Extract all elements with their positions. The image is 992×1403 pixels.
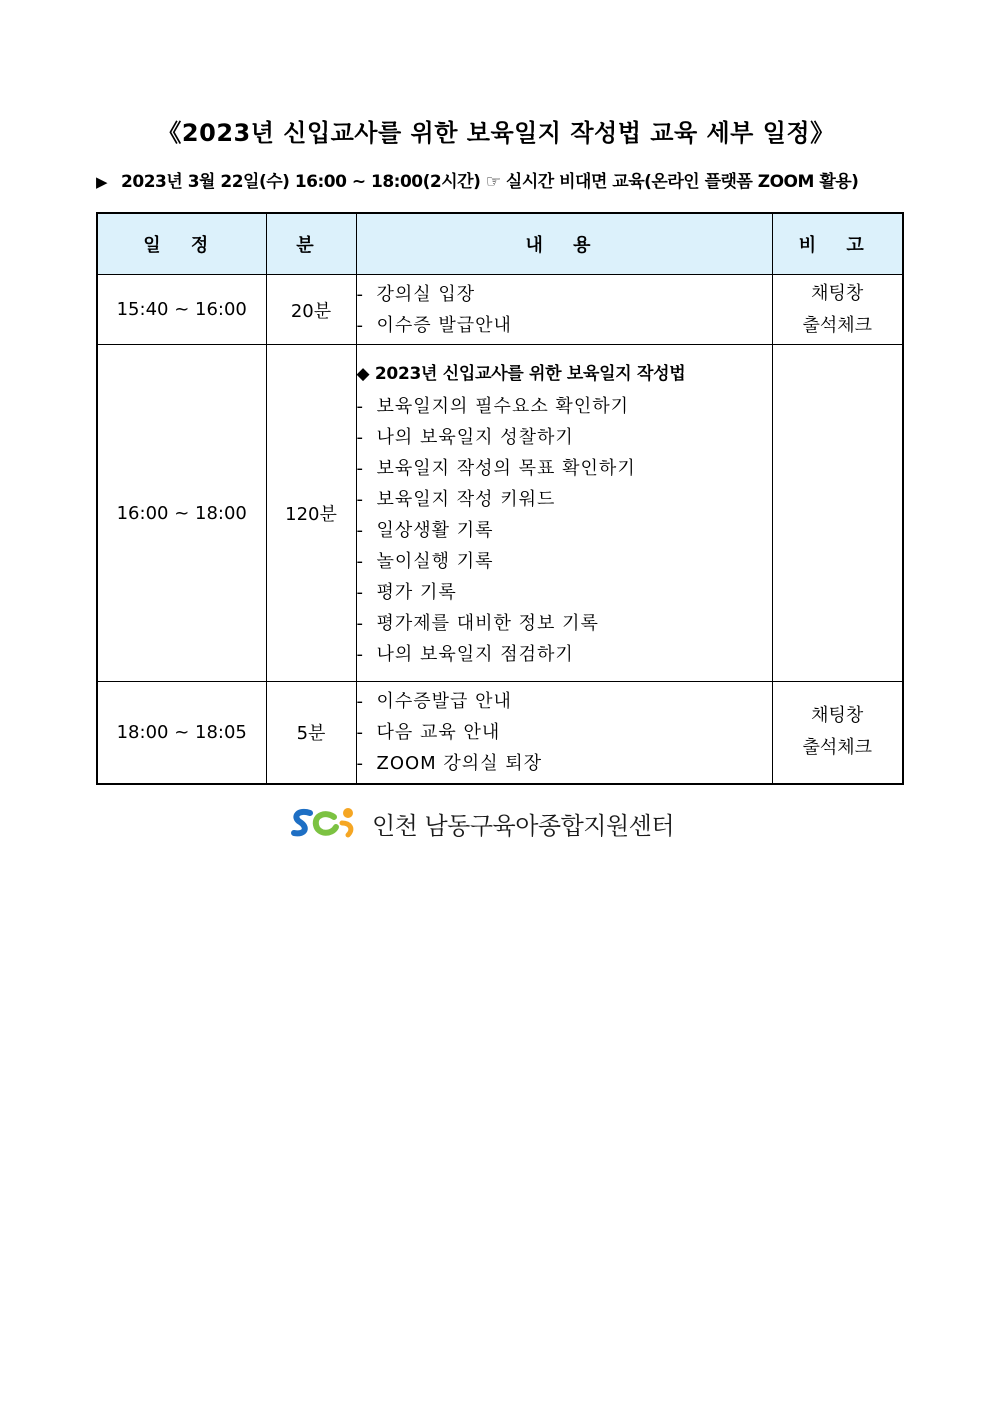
row-notes: 채팅창 출석체크 bbox=[772, 682, 903, 784]
table-row bbox=[97, 345, 903, 682]
schedule-table bbox=[96, 212, 904, 785]
section-heading: ◆ 2023년 신입교사를 위한 보육일지 작성법 bbox=[356, 363, 686, 384]
list-item: - ZOOM 강의실 퇴장 bbox=[356, 752, 543, 774]
row-content bbox=[356, 682, 772, 784]
list-item: - 보육일지 작성 키워드 bbox=[356, 488, 556, 510]
row-content bbox=[356, 275, 772, 345]
footer bbox=[290, 803, 674, 843]
row-time: 15:40 ~ 16:00 bbox=[97, 275, 266, 345]
schedule-summary bbox=[96, 167, 906, 192]
list-item: - 강의실 입장 bbox=[356, 283, 476, 305]
header-minutes: 분 bbox=[266, 213, 356, 275]
row-minutes: 120분 bbox=[266, 345, 356, 682]
triangle-marker-icon: ▶ bbox=[96, 173, 108, 191]
row-minutes: 5분 bbox=[266, 682, 356, 784]
table-header-row bbox=[97, 213, 903, 275]
list-item: - 나의 보육일지 점검하기 bbox=[356, 643, 574, 665]
document-title: 《2023년 신입교사를 위한 보육일지 작성법 교육 세부 일정》 bbox=[157, 119, 835, 147]
row-notes bbox=[772, 345, 903, 682]
list-item: - 평가제를 대비한 정보 기록 bbox=[356, 612, 599, 634]
list-item: - 보육일지의 필수요소 확인하기 bbox=[356, 395, 629, 417]
list-item: - 이수증 발급안내 bbox=[356, 314, 512, 336]
list-item: - 놀이실행 기록 bbox=[356, 550, 494, 572]
header-notes: 비 고 bbox=[772, 213, 903, 275]
list-item: - 평가 기록 bbox=[356, 581, 457, 603]
header-schedule: 일 정 bbox=[97, 213, 266, 275]
list-item: - 이수증발급 안내 bbox=[356, 690, 512, 712]
row-content bbox=[356, 345, 772, 682]
row-notes: 채팅창 출석체크 bbox=[772, 275, 903, 345]
list-item: - 보육일지 작성의 목표 확인하기 bbox=[356, 457, 636, 479]
list-item: - 나의 보육일지 성찰하기 bbox=[356, 426, 574, 448]
table-row bbox=[97, 275, 903, 345]
row-time: 18:00 ~ 18:05 bbox=[97, 682, 266, 784]
row-minutes: 20분 bbox=[266, 275, 356, 345]
row-time: 16:00 ~ 18:00 bbox=[97, 345, 266, 682]
table-row bbox=[97, 682, 903, 784]
schedule-summary-text: 2023년 3월 22일(수) 16:00 ~ 18:00(2시간) ☞ 실시간 비대면 교육(온라인 플랫폼 ZOOM 활용) bbox=[121, 172, 859, 192]
header-content: 내 용 bbox=[356, 213, 772, 275]
center-logo-icon bbox=[290, 803, 360, 843]
list-item: - 다음 교육 안내 bbox=[356, 721, 501, 743]
org-name: 인천 남동구육아종합지원센터 bbox=[372, 811, 675, 840]
list-item: - 일상생활 기록 bbox=[356, 519, 494, 541]
